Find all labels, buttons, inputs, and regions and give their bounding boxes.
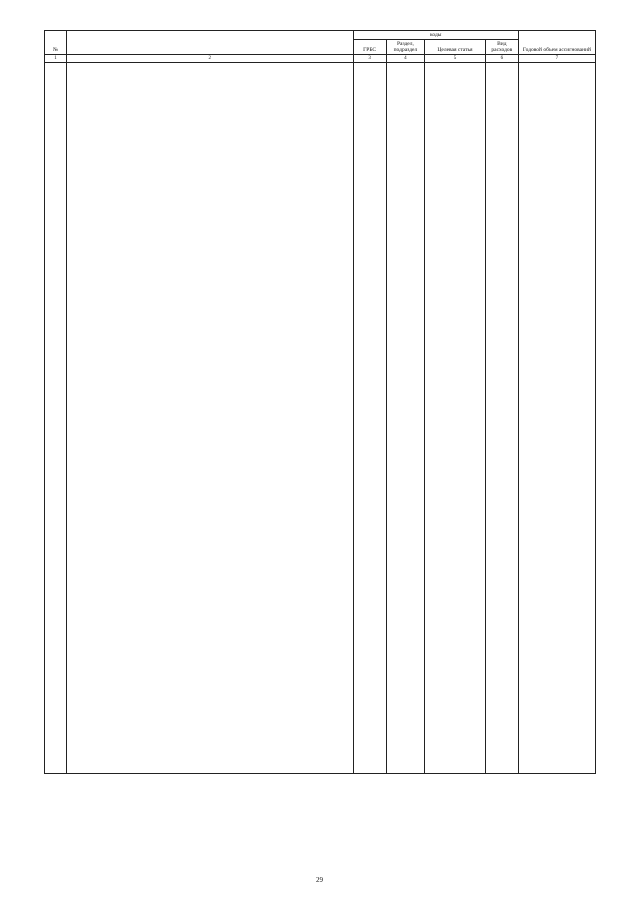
column-number: 1 xyxy=(45,55,67,63)
column-number: 7 xyxy=(518,55,595,63)
column-number: 5 xyxy=(425,55,486,63)
table-body-placeholder xyxy=(45,63,596,774)
col-expense-type-header: Вид расходов xyxy=(485,40,518,55)
col-amount-header: Годовой объем ассигнований xyxy=(518,31,595,55)
col-section-header: Раздел, подраздел xyxy=(386,40,425,55)
col-target-header: Целевая статья xyxy=(425,40,486,55)
column-number: 2 xyxy=(67,55,354,63)
budget-table-page xyxy=(44,30,596,774)
budget-table xyxy=(44,30,596,774)
codes-group-header: коды xyxy=(353,31,518,40)
column-number: 4 xyxy=(386,55,425,63)
column-number: 6 xyxy=(485,55,518,63)
col-name-header xyxy=(67,31,354,55)
col-grbs-header: ГРБС xyxy=(353,40,386,55)
col-no-header: № xyxy=(45,31,67,55)
column-number-row xyxy=(45,55,596,63)
page-number: 29 xyxy=(316,876,323,884)
column-number: 3 xyxy=(353,55,386,63)
